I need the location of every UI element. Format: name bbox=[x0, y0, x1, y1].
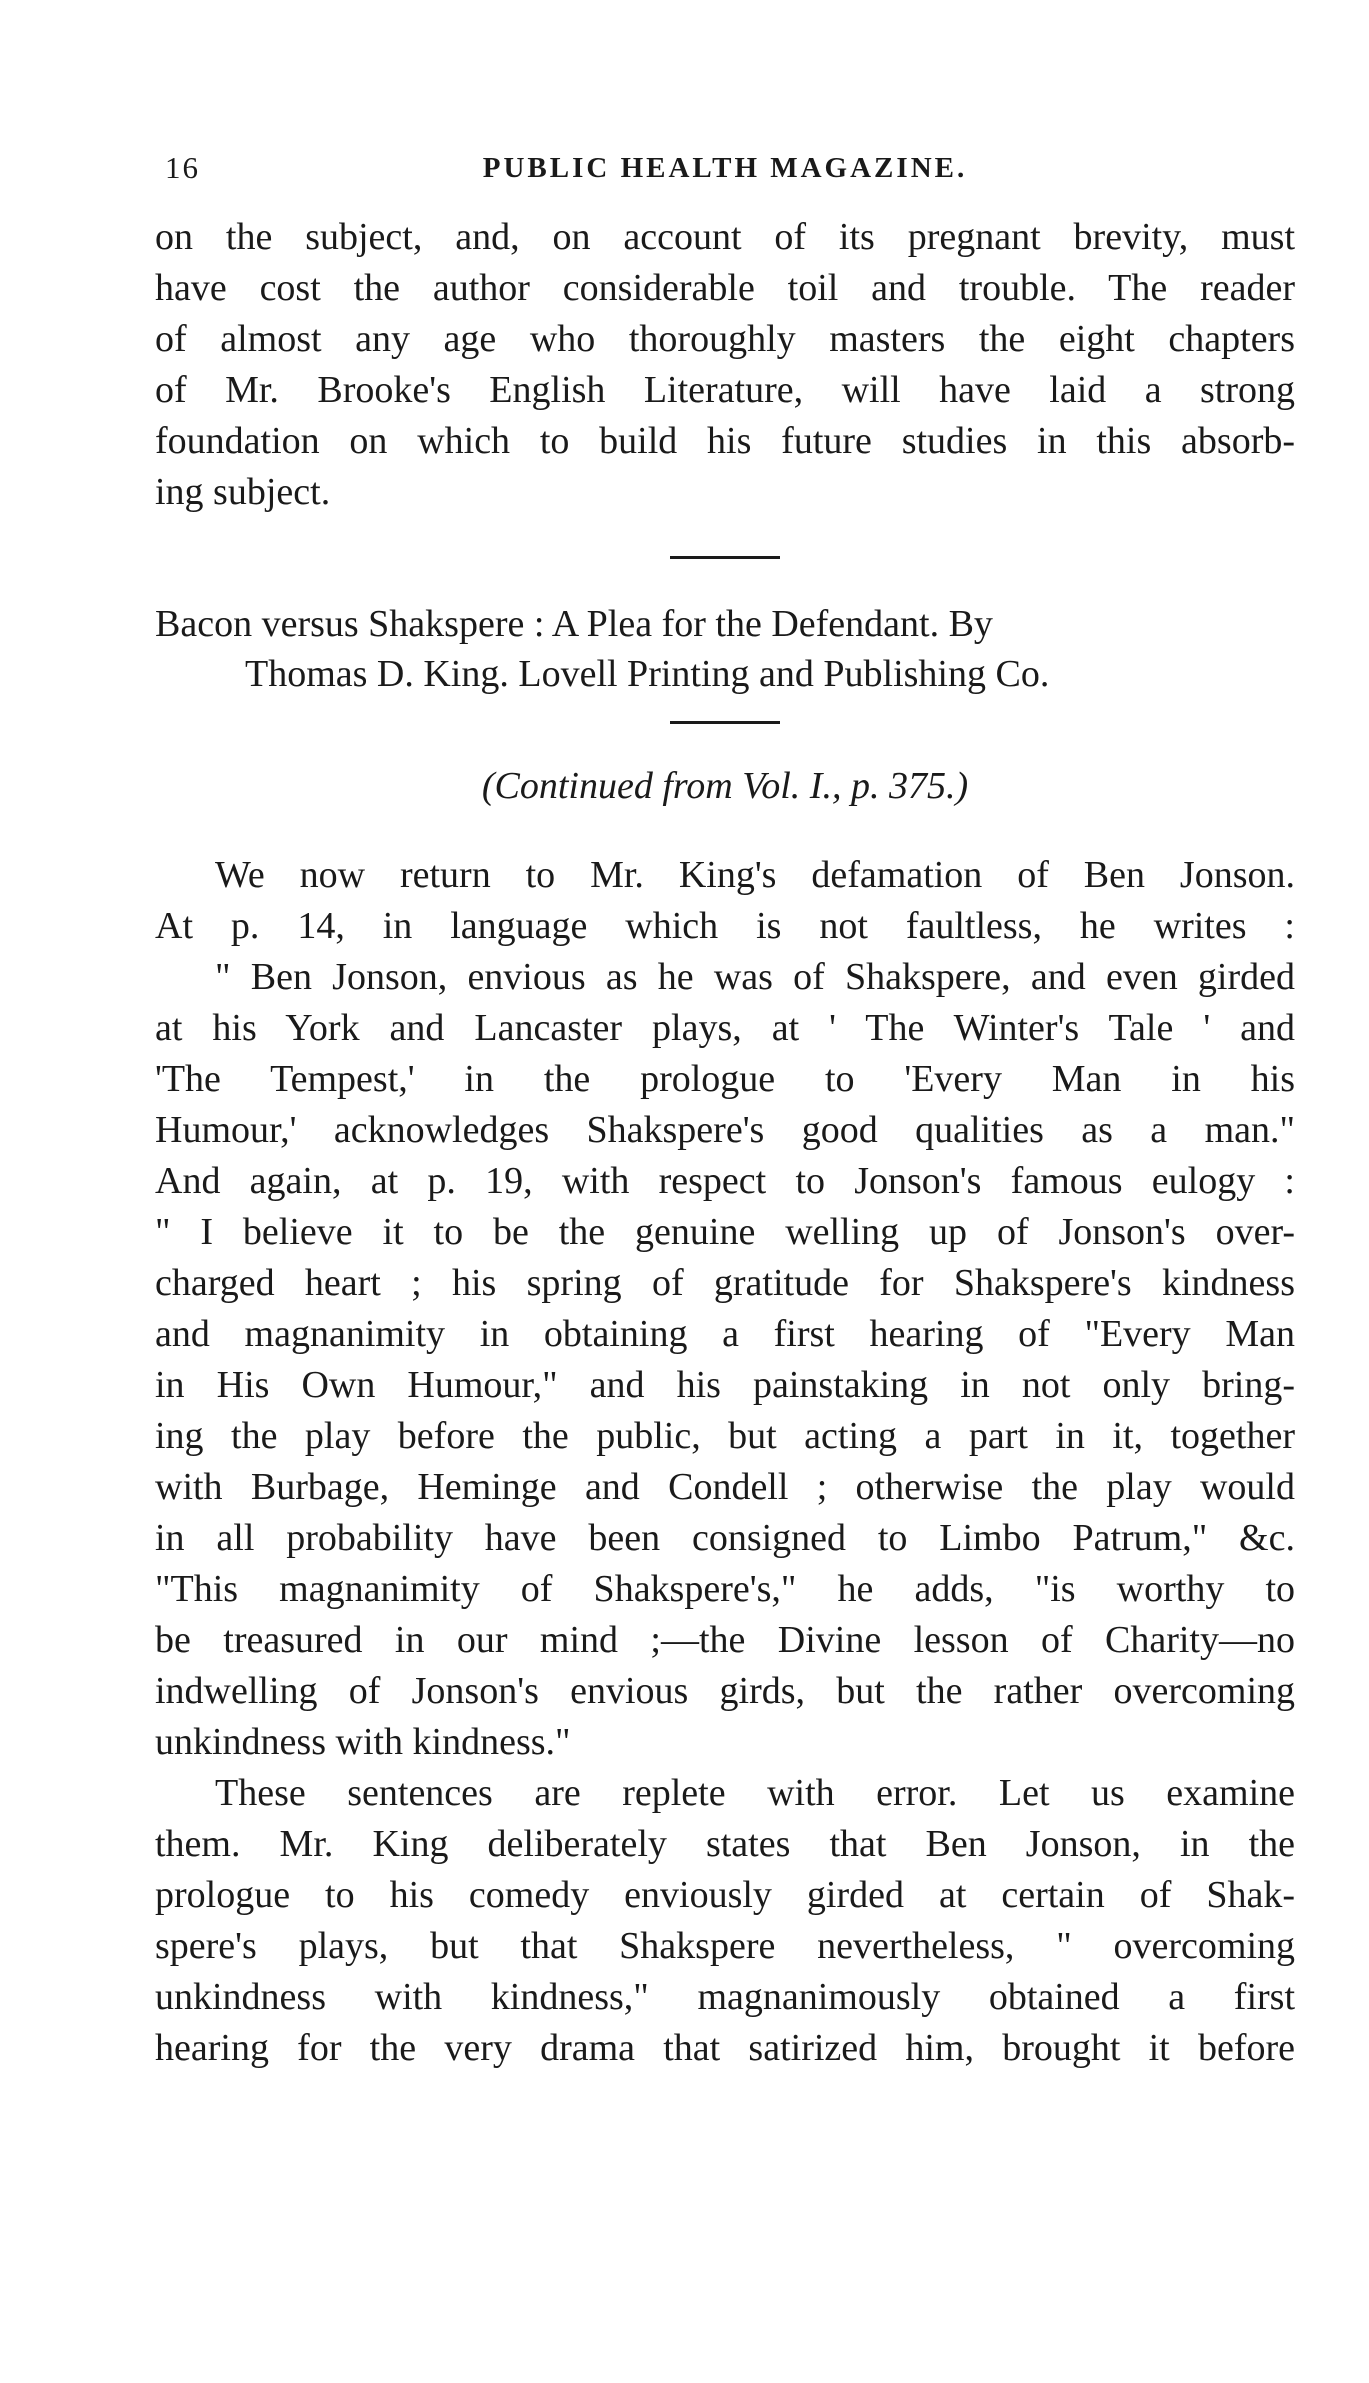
review-title-line: Bacon versus Shakspere : A Plea for the Defendant. By bbox=[155, 603, 993, 645]
text-line: hearing for the very drama that satirized him, brought it before bbox=[155, 2027, 1295, 2069]
text-line: " I believe it to be the genuine welling up of Jonson's over- bbox=[155, 1211, 1295, 1253]
text-line: At p. 14, in language which is not faultless, he writes : bbox=[155, 905, 1295, 947]
running-head bbox=[155, 150, 1295, 200]
text-line: unkindness with kindness." bbox=[155, 1721, 571, 1763]
paragraph-1 bbox=[155, 850, 1295, 1768]
text-line: We now return to Mr. King's defamation of Ben Jonson. bbox=[215, 854, 1295, 896]
text-line: 'The Tempest,' in the prologue to 'Every Man in his bbox=[155, 1058, 1295, 1100]
text-line: These sentences are replete with error. Let us examine bbox=[215, 1772, 1295, 1814]
text-line: unkindness with kindness," magnanimously obtained a first bbox=[155, 1976, 1295, 2018]
text-line: prologue to his comedy enviously girded at certain of Shak- bbox=[155, 1874, 1295, 1916]
text-line: ing the play before the public, but acting a part in it, together bbox=[155, 1415, 1295, 1457]
section-divider bbox=[670, 721, 780, 724]
text-line: ing subject. bbox=[155, 471, 331, 513]
book-page bbox=[155, 150, 1295, 2350]
continued-note: (Continued from Vol. I., p. 375.) bbox=[481, 765, 969, 807]
paragraph-2 bbox=[155, 1768, 1295, 2074]
text-line: be treasured in our mind ;—the Divine lesson of Charity—no bbox=[155, 1619, 1295, 1661]
text-line: have cost the author considerable toil and trouble. The reader bbox=[155, 267, 1295, 309]
text-line: " Ben Jonson, envious as he was of Shakspere, and even girded bbox=[215, 956, 1295, 998]
text-line: "This magnanimity of Shakspere's," he adds, "is worthy to bbox=[155, 1568, 1295, 1610]
intro-paragraph bbox=[155, 212, 1295, 518]
text-line: them. Mr. King deliberately states that Ben Jonson, in the bbox=[155, 1823, 1295, 1865]
text-line: of almost any age who thoroughly masters the eight chapters bbox=[155, 318, 1295, 360]
text-line: in all probability have been consigned to Limbo Patrum," &c. bbox=[155, 1517, 1295, 1559]
text-line: of Mr. Brooke's English Literature, will have laid a strong bbox=[155, 369, 1295, 411]
text-line: spere's plays, but that Shakspere nevertheless, " overcoming bbox=[155, 1925, 1295, 1967]
review-publisher-line: Thomas D. King. Lovell Printing and Publishing Co. bbox=[245, 653, 1050, 695]
text-line: charged heart ; his spring of gratitude for Shakspere's kindness bbox=[155, 1262, 1295, 1304]
text-line: and magnanimity in obtaining a first hearing of "Every Man bbox=[155, 1313, 1295, 1355]
review-heading bbox=[155, 599, 1295, 699]
section-divider bbox=[670, 556, 780, 559]
page-number: 16 bbox=[165, 150, 200, 185]
text-line: foundation on which to build his future studies in this absorb- bbox=[155, 420, 1295, 462]
text-line: indwelling of Jonson's envious girds, but the rather overcoming bbox=[155, 1670, 1295, 1712]
text-line: at his York and Lancaster plays, at ' The Winter's Tale ' and bbox=[155, 1007, 1295, 1049]
text-line: Humour,' acknowledges Shakspere's good qualities as a man." bbox=[155, 1109, 1295, 1151]
running-title: PUBLIC HEALTH MAGAZINE. bbox=[482, 152, 968, 184]
text-line: in His Own Humour," and his painstaking in not only bring- bbox=[155, 1364, 1295, 1406]
text-line: on the subject, and, on account of its pregnant brevity, must bbox=[155, 216, 1295, 258]
text-line: And again, at p. 19, with respect to Jonson's famous eulogy : bbox=[155, 1160, 1295, 1202]
text-line: with Burbage, Heminge and Condell ; otherwise the play would bbox=[155, 1466, 1295, 1508]
